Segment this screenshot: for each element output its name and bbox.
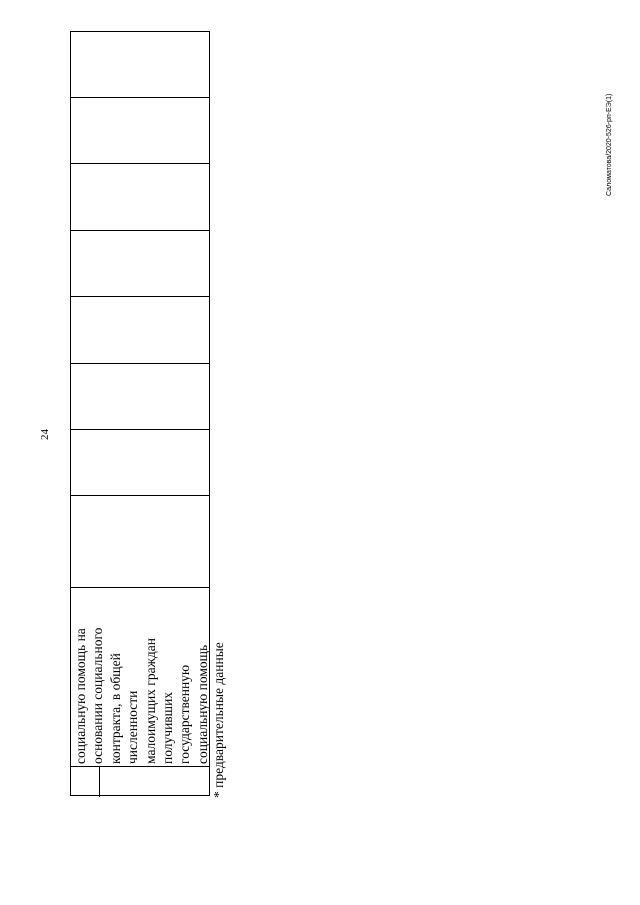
table-divider xyxy=(71,163,209,164)
row-label-line: социальную помощь xyxy=(194,644,210,764)
row-label-line: численности xyxy=(125,690,141,764)
row-label-line: основании социального xyxy=(90,627,106,764)
table-divider xyxy=(71,766,209,767)
row-label-line: малоимущих граждан xyxy=(142,637,158,764)
table-divider xyxy=(71,230,209,231)
row-label-line: социальную помощь на xyxy=(73,628,88,764)
table-divider xyxy=(71,495,209,496)
row-number-divider xyxy=(99,766,100,797)
row-label-line: государственную xyxy=(177,664,193,764)
table-divider xyxy=(71,97,209,98)
footnote: * предварительные данные xyxy=(211,642,226,798)
table-divider xyxy=(71,296,209,297)
row-label-line: получивших xyxy=(160,691,176,764)
page-number: 24 xyxy=(39,429,51,440)
table-row-label xyxy=(72,586,211,764)
row-label-line: контракта, в общей xyxy=(107,653,123,764)
table-divider xyxy=(71,363,209,364)
table-divider xyxy=(71,429,209,430)
document-code: Саломатова/2020-526-рп-ЕЭ(1) xyxy=(606,93,613,196)
